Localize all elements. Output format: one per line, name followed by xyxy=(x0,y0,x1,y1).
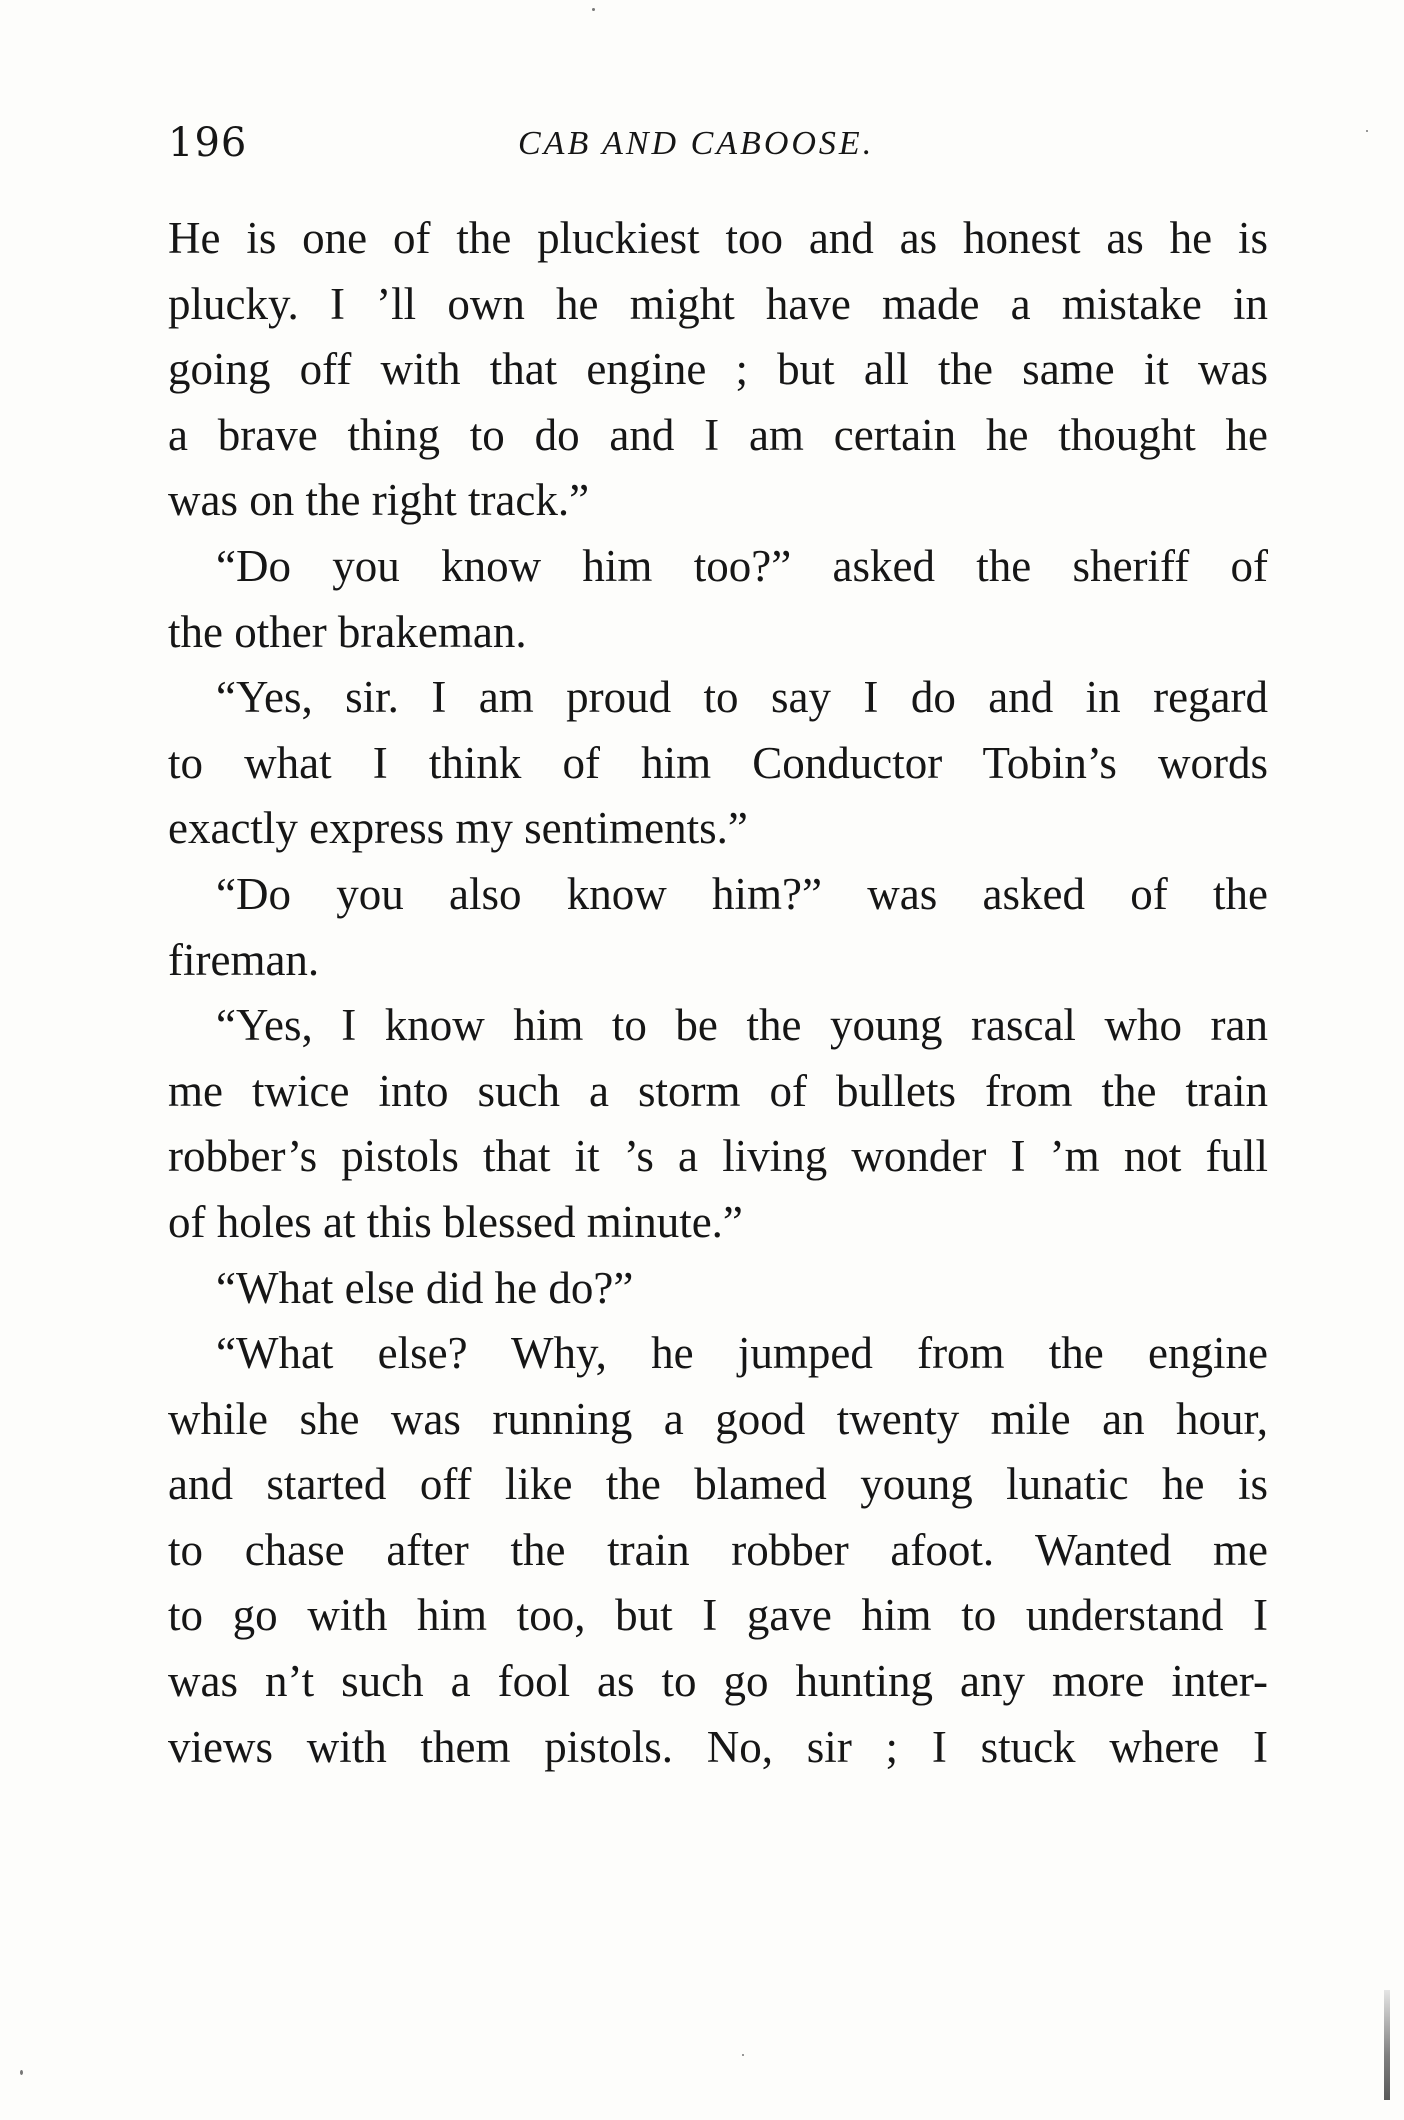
page-edge-shadow xyxy=(1384,1990,1390,2100)
paper-speck xyxy=(20,2070,23,2075)
text-line: views with them pistols. No, sir ; I stuck where I xyxy=(168,1721,1268,1772)
text-line: “Do you also know him?” was asked of the xyxy=(216,868,1268,919)
text-line: exactly express my sentiments.” xyxy=(168,803,748,854)
running-title: CAB AND CABOOSE. xyxy=(518,125,875,162)
text-line: “Yes, I know him to be the young rascal who ran xyxy=(216,1000,1268,1051)
text-line: “Do you know him too?” asked the sheriff of xyxy=(216,540,1268,591)
text-line: “What else did he do?” xyxy=(216,1262,634,1313)
text-line: fireman. xyxy=(168,934,320,985)
text-line: robber’s pistols that it ’s a living wonder I ’m not full xyxy=(168,1131,1268,1182)
text-line: to chase after the train robber afoot. Wanted me xyxy=(168,1524,1268,1575)
text-line: while she was running a good twenty mile an hour, xyxy=(168,1393,1268,1444)
text-line: He is one of the pluckiest too and as honest as he is xyxy=(168,213,1268,263)
body-text xyxy=(168,206,1268,1780)
text-line: “Yes, sir. I am proud to say I do and in regard xyxy=(216,672,1268,723)
text-line: the other brakeman. xyxy=(168,606,527,657)
text-line: to go with him too, but I gave him to understand I xyxy=(168,1590,1268,1641)
text-line: plucky. I ’ll own he might have made a mistake in xyxy=(168,278,1268,329)
text-line: me twice into such a storm of bullets from the train xyxy=(168,1065,1268,1116)
paper-speck xyxy=(1366,130,1368,132)
text-line: “What else? Why, he jumped from the engine xyxy=(216,1328,1268,1379)
text-line: a brave thing to do and I am certain he thought he xyxy=(168,409,1268,460)
text-line: of holes at this blessed minute.” xyxy=(168,1196,743,1247)
text-line: was n’t such a fool as to go hunting any more inter- xyxy=(168,1656,1268,1707)
running-head xyxy=(168,118,1268,168)
text-line: going off with that engine ; but all the same it was xyxy=(168,344,1268,395)
text-line: and started off like the blamed young lunatic he is xyxy=(168,1459,1268,1510)
text-line: to what I think of him Conductor Tobin’s words xyxy=(168,737,1268,788)
page-number: 196 xyxy=(168,120,248,166)
paper-speck xyxy=(592,8,595,11)
paper-speck xyxy=(742,2054,744,2056)
text-line: was on the right track.” xyxy=(168,475,590,526)
